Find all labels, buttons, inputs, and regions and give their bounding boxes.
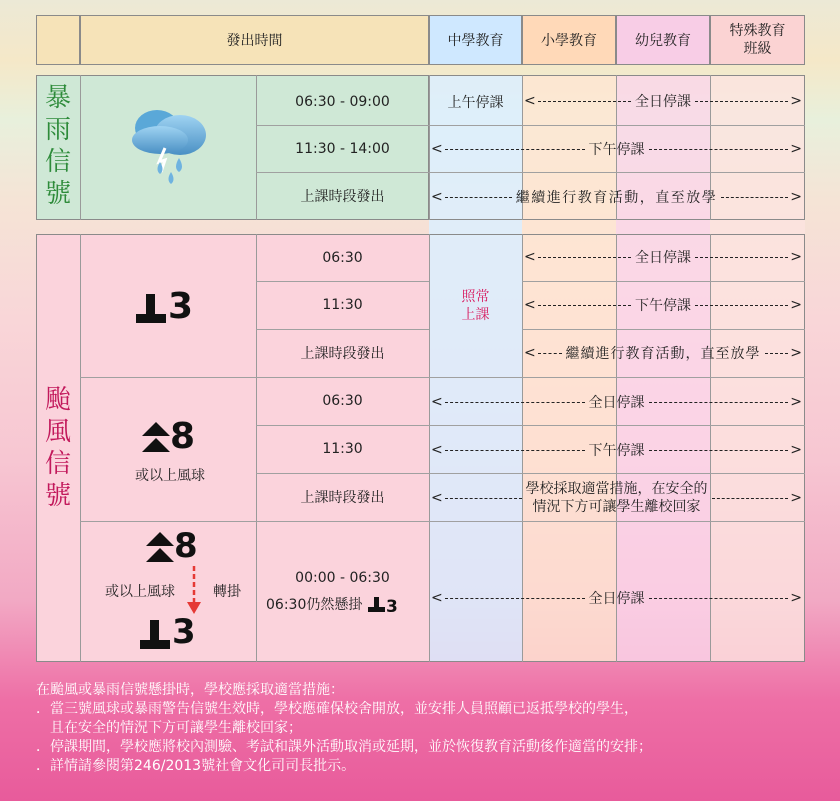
- typhoon-title-char: 颱: [44, 385, 71, 415]
- t8-time-3: 上課時段發出: [300, 490, 385, 506]
- typhoon-title-char: 號: [44, 481, 71, 511]
- change-switch-label: 轉掛: [213, 584, 241, 600]
- header-blank: [36, 15, 80, 65]
- signal-number: 3: [168, 286, 194, 327]
- header-time: 發出時間: [80, 15, 429, 65]
- rain-secondary-1: 上午停課: [447, 94, 504, 111]
- rain-arrow-1: < 全日停課 >: [524, 93, 802, 110]
- t8-time-2: 11:30: [322, 441, 363, 457]
- change-signal-8-icon: [144, 528, 214, 568]
- rain-title-char: 雨: [44, 115, 71, 145]
- t3-secondary-resume: 照常 上課: [461, 288, 490, 323]
- change-time-1: 00:00 - 06:30: [295, 570, 390, 586]
- change-signal-3-icon: [136, 612, 206, 656]
- t3-time-1: 06:30: [322, 249, 363, 266]
- header-kindergarten: 幼兒教育: [616, 15, 710, 65]
- note-line: 在颱風或暴雨信號懸掛時，學校應採取適當措施：: [36, 682, 344, 698]
- t3-arrow-3: < 繼續進行教育活動，直至放學 >: [524, 345, 802, 362]
- change-note: 或以上風球: [105, 584, 175, 600]
- rain-title-char: 暴: [44, 83, 71, 113]
- rain-time-3: 上課時段發出: [300, 189, 385, 205]
- rain-arrow-2: < 下午停課 >: [431, 141, 802, 158]
- note-line: 且在安全的情況下方可讓學生離校回家；: [36, 720, 302, 736]
- note-line: ．詳情請參閱第246/2013號社會文化司司長批示。: [36, 758, 356, 774]
- t8-arrow-1: < 全日停課 >: [431, 394, 802, 411]
- t8-note: 或以上風球: [135, 468, 205, 484]
- t3-time-2: 11:30: [322, 297, 363, 313]
- t3-time-3: 上課時段發出: [300, 346, 385, 362]
- change-time-2: 06:30仍然懸掛: [266, 597, 363, 613]
- t8-time-1: 06:30: [322, 393, 363, 409]
- typhoon-title-char: 風: [44, 417, 71, 447]
- rain-title-char: 號: [44, 179, 71, 209]
- rain-cloud-icon: [125, 100, 215, 190]
- t3-arrow-2: < 下午停課 >: [524, 297, 802, 314]
- header-special: 特殊教育 班級: [710, 15, 805, 65]
- signal-3-small-icon: [366, 593, 400, 615]
- rain-time-1: 06:30 - 09:00: [295, 93, 390, 110]
- t8-arrow-3: < 學校採取適當措施，在安全的 情況下方可讓學生離校回家 >: [431, 481, 802, 515]
- header-secondary: 中學教育: [429, 15, 522, 65]
- typhoon-signal-3-icon: [132, 288, 212, 328]
- notes: [36, 681, 816, 776]
- svg-text:3: 3: [386, 597, 399, 615]
- signal-number: 3: [172, 612, 196, 652]
- t3-arrow-1: < 全日停課 >: [524, 249, 802, 266]
- note-line: ．停課期間，學校應將校內測驗、考試和課外活動取消或延期，並於恢復教育活動後作適當的安排；: [36, 739, 652, 755]
- signal-number: 8: [174, 526, 198, 566]
- note-line: ．當三號風球或暴雨警告信號生效時，學校應確保校舍開放，並安排人員照顧已返抵學校的學生，: [36, 701, 638, 717]
- typhoon-title: [36, 384, 80, 512]
- t8-arrow-2: < 下午停課 >: [431, 442, 802, 459]
- rain-title-char: 信: [44, 147, 71, 177]
- header-primary: 小學教育: [522, 15, 616, 65]
- rain-title: [36, 82, 80, 210]
- typhoon-title-char: 信: [44, 449, 71, 479]
- typhoon-signal-8-icon: [140, 418, 210, 458]
- change-time-2-row: [266, 592, 426, 616]
- rain-arrow-3: < 繼續進行教育活動，直至放學 >: [431, 189, 802, 206]
- change-arrow: < 全日停課 >: [431, 590, 802, 607]
- signal-number: 8: [170, 416, 196, 457]
- rain-time-2: 11:30 - 14:00: [295, 140, 390, 157]
